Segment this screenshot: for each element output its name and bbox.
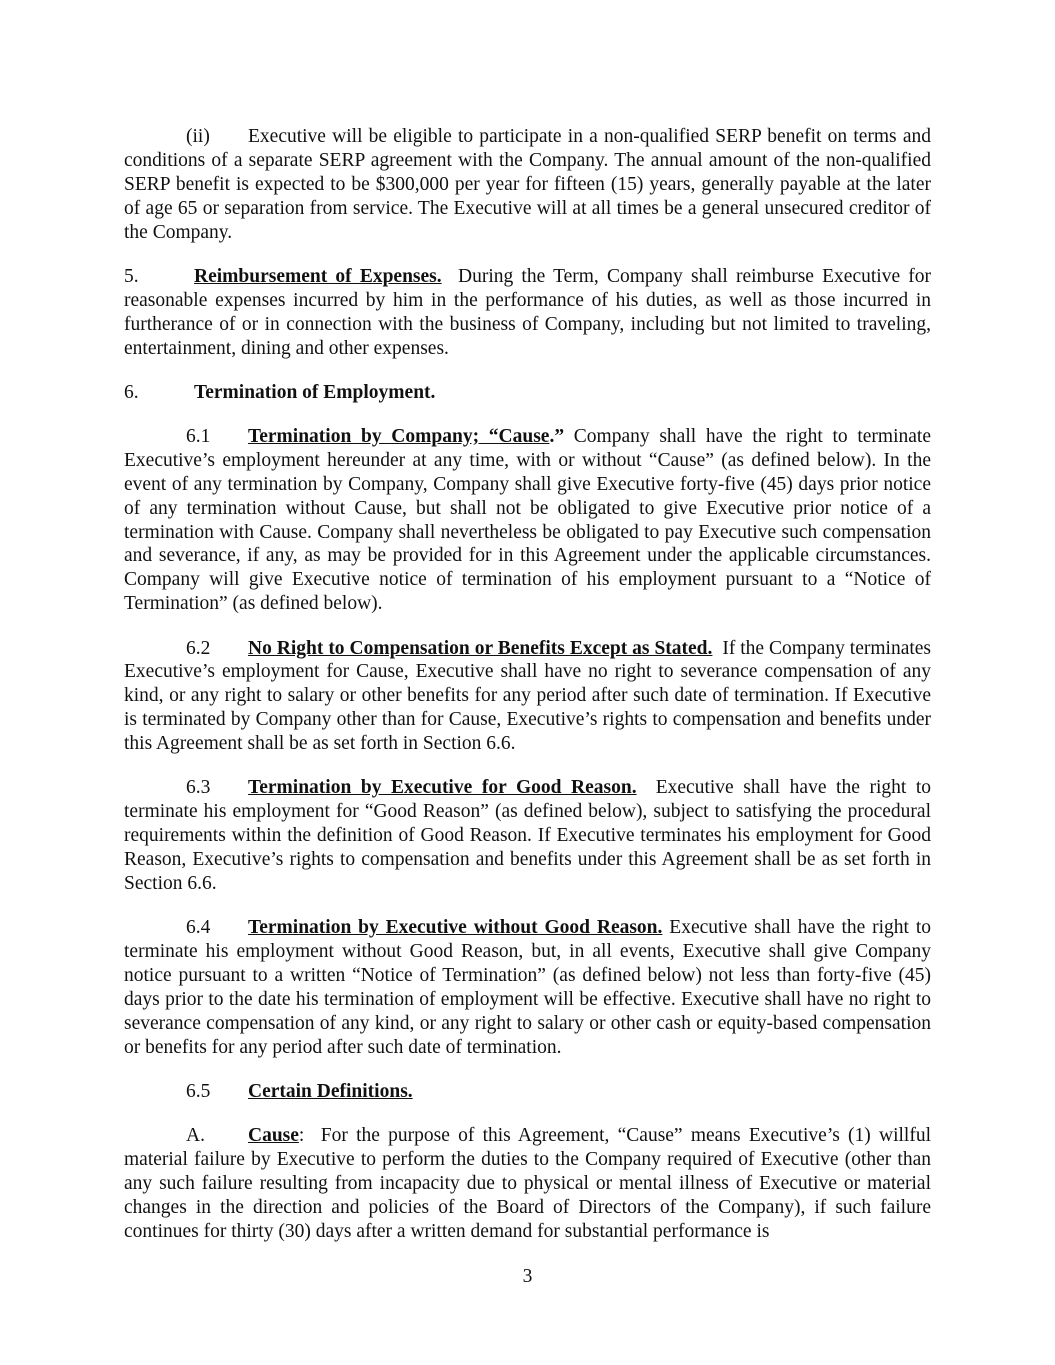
- paragraph-text: Executive will be eligible to participate in a non-qualified SERP benefit on terms and conditions of a separate SERP agreement with the Company. The annual amount of the non-qualified SERP benefit is expected to be $300,000 per year for fifteen (15) years, generally payable at the later of age 65 or separation from service. The Executive will at all times be a general unsecured creditor of the Company.: [124, 126, 931, 243]
- definition-colon: :: [298, 1125, 305, 1147]
- section-text: Executive shall have the right to terminate his employment without Good Reason, but, in all events, Executive shall give Company notice pursuant to a written “Notice of Termination” (as defined below) not less than forty-five (45) days prior to the date his termination of employment will be effective. Executive shall have no right to severance compensation of any kind, or any right to salary or other cash or equity-based compensation or benefits for any period after such date of termination.: [124, 917, 932, 1058]
- section-heading: Certain Definitions.: [248, 1080, 413, 1102]
- definition-number: A.: [186, 1125, 205, 1147]
- section-6-4: [124, 916, 931, 1059]
- document-body: [124, 125, 931, 1264]
- section-heading-tail: .”: [549, 425, 565, 447]
- section-6-5: [124, 1080, 931, 1104]
- paragraph-number: (ii): [186, 126, 210, 147]
- section-heading: Termination by Executive without Good Reason.: [248, 917, 663, 939]
- section-heading: Reimbursement of Expenses.: [194, 265, 442, 287]
- section-text: Executive shall have the right to terminate his employment for “Good Reason” (as defined below), subject to satisfying the procedural requirements within the definition of Good Reason. If Executive terminates his employment for Good Reason, Executive’s rights to compensation and benefits under this Agreement shall be as set forth in Section 6.6.: [124, 777, 932, 894]
- section-heading: Termination by Executive for Good Reason.: [248, 777, 637, 799]
- definition-text: For the purpose of this Agreement, “Cause” means Executive’s (1) willful material failure by Executive to perform the duties to the Company required of Executive (other than any such failure resulting from incapacity due to physical or mental illness of Executive or material changes in the direction and policies of the Board of Directors of the Company), if such failure continues for thirty (30) days after a written demand for substantial performance is: [124, 1125, 931, 1242]
- section-6: [124, 381, 931, 405]
- section-5: [124, 265, 931, 361]
- section-6-2: [124, 637, 931, 757]
- section-heading: Termination of Employment.: [194, 381, 436, 403]
- section-text: If the Company terminates Executive’s employment for Cause, Executive shall have no right to severance compensation of any kind, or any right to salary or other benefits for any period after such date of termination. If Executive is terminated by Company other than for Cause, Executive’s rights to compensation and benefits under this Agreement shall be as set forth in Section 6.6.: [124, 637, 932, 755]
- section-text: Company shall have the right to terminate Executive’s employment hereunder at any time, with or without “Cause” (as defined below). In the event of any termination by Company, Company shall give Executive forty-five (45) days prior notice of any termination without Cause, but shall not be obligated to give Executive prior notice of a termination with Cause. Company shall nevertheless be obligated to pay Executive such compensation and severance, if any, as may be provided for in this Agreement under the applicable circumstances. Company will give Executive notice of termination of his employment pursuant to a “Notice of Termination” (as defined below).: [124, 425, 931, 615]
- paragraph-ii: [124, 125, 931, 245]
- section-number: 6.: [124, 381, 139, 403]
- page-number: 3: [522, 1266, 533, 1287]
- section-heading: No Right to Compensation or Benefits Except as Stated.: [248, 637, 713, 659]
- section-number: 6.4: [186, 917, 211, 939]
- section-number: 6.3: [186, 777, 211, 799]
- section-number: 6.2: [186, 637, 211, 659]
- section-heading: Termination by Company; “Cause: [248, 425, 550, 447]
- section-6-1: [124, 425, 931, 616]
- definition-heading: Cause: [248, 1125, 299, 1147]
- section-number: 6.5: [186, 1080, 211, 1102]
- section-6-3: [124, 776, 931, 896]
- section-number: 5.: [124, 265, 139, 287]
- section-number: 6.1: [186, 425, 211, 447]
- definition-a: [124, 1124, 931, 1244]
- section-text: During the Term, Company shall reimburse Executive for reasonable expenses incurred by him in the performance of his duties, as well as those incurred in furtherance of or in connection with the business of Company, including but not limited to traveling, entertainment, dining and other expenses.: [124, 265, 932, 359]
